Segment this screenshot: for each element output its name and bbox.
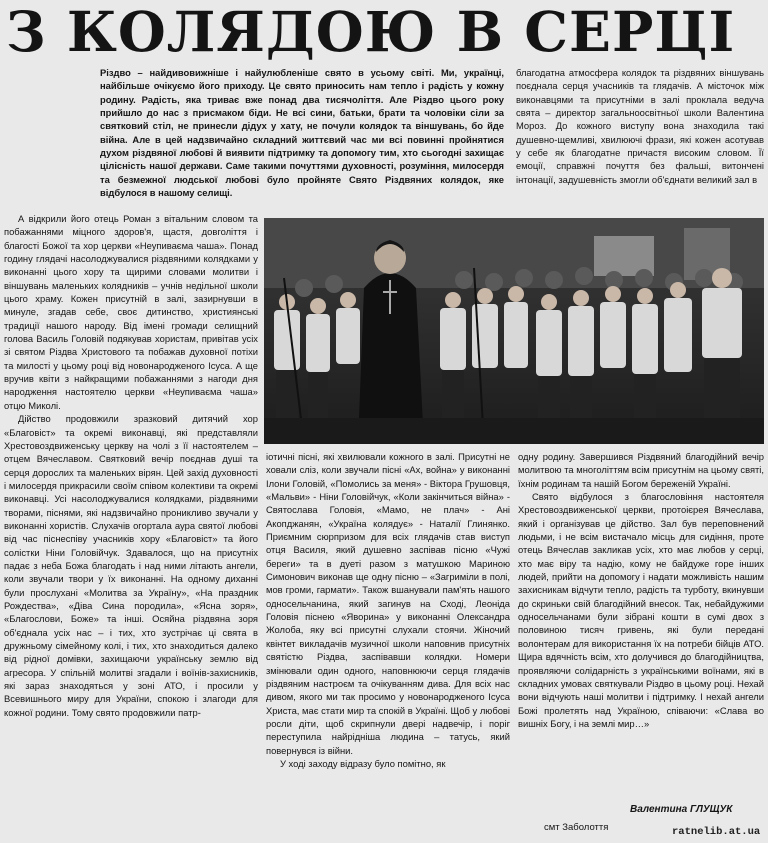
source-watermark: ratnelib.at.ua — [672, 826, 761, 838]
paragraph: А відкрили його отець Роман з вітальним словом та побажаннями міцного здоров'я, щастя, довголіття і благості Божої та хор церкви «Неупиваєма чаша». Понад годину глядачі насолоджувалися різдвяними колядками у виконанні цього хору та щирими словами молитви і віншувань маленьких колядників – учнів недільної школи цього храму. Кожен присутній в залі, зазирнувши в минуле, згадав себе, своє дитинство, християнські традиції нашого народу. Від імені громади селищний голова Василь Головій подякував хористам, привітав усіх зі святом Різдва Христового та побажав духовної потіхи та милості у цьому році від новонародженого Ісуса. А ще вручив квіти з найкращими побажаннями з нагоди дня народження настоятелю церкви «Неупиваєма чаша» отцю Миколі. — [4, 213, 258, 411]
paragraph: У ході заходу відразу було помітно, як — [280, 757, 446, 769]
author-byline: Валентина ГЛУЩУК — [630, 804, 733, 815]
column-middle — [266, 450, 510, 835]
lead-text: Різдво – найдивовижніше і найулюбленіше свято в усьому світі. Ми, українці, найбільше очікуємо його приходу. Це свято приносить нам тепло і радість у кожну родину. Радість, яка триває вже понад два тисячоліття. Але Різдво цього року прийшло до нас з присмаком біди. Не всі сини, батьки, брати та чоловіки сіли за святковий стіл, не принесли дідух у хату, не почули колядок та віншувань, бо йде війна. Але в цей надзвичайно складний життєвий час ми всі повинні пройнятися духом різдвяної любові й виявити підтримку та допомогу тим, хто сьогодні захищає цілісність нашої держави. Саме такими почуттями духовності, розуміння, милосердя та безмежної людської любові було пройняте Свято Різдвяних колядок, яке відбулося в нашому селищі. — [100, 67, 504, 199]
choir-photo-illustration — [264, 218, 764, 444]
lead-paragraph — [100, 66, 504, 212]
paragraph: іотичні пісні, які хвилювали кожного в залі. Присутні не ховали сліз, коли звучали пісні «Ах, война» у виконанні Ілони Головій, «Помолись за меня» - Віктора Грушовця, «Мальви» - Ніни Головійчук, «Коли закінчиться війна» - Святослава Головія, «Мамо, не плач» - Ані Акопджанян, «Україна колядує» - Наталії Глинянко. Приємним сюрпризом для всіх глядачів став виступ отця Василя, який душевно заспівав пісню «Чужі береги» та в дуеті разом з матушкою Мариною Симонович виконав ще одну пісню – «Загриміли в полі, мов громи, гармати». Також вшанували пам'ять нашого односельчанина, який загинув на Сході, Леоніда Головія піснею «Яворина» у виконанні Олександра Жолоба, яку всі присутні слухали стоячи. Жіночий квінтет викладачів музичної школи наповнив присутніх святістю Різдва, заспівавши колядки. Номери змінювали один одного, наповнюючи серця глядачів різдвяним настроєм та очікуванням дива. Для всіх нас дивом, якого ми так просимо у новонародженого Ісуса Христа, має стати мир та спокій в Україні. Щоб у любові росли діти, щоб скрипнули двері надвечір, і поріг переступила найрідніша людина – татусь, який повернувся із війни. — [266, 451, 510, 756]
paragraph: Дійство продовжили зразковий дитячий хор «Благовіст» та окремі виконавці, які представляли Хрестовоздвиженську церкву на чолі з її настоятелем – отцем Вячеславом. Святковий вечір поєднав душі та серця дорослих та маленьких вірян. Цей захід духовності і милосердя прикрасили своїм співом колективи та окремі виконавці. Усі насолоджувалися колядками, різдвяними творами, піснями, які надзвичайно проникливо звучали у виконанні хористів. Слухачів огортала аура святої любові від час піснеспіву учасників хору «Благовіст» та його солістки Ніни Головійчук. Здавалося, що на присутніх падає з неба Божа благодать і над ними літають ангели, коли звучали твори у їх виконанні. На одному диханні були прослухані «Молитва за Україну», «На праздник Рождества», «Діва Сина породила», «Ясна зоря», «Благослови, Боже» та інші. Осяйна різдвяна зоря об'єднала усіх нас – і тих, хто зустрічає ці свята в дружньому сімейному колі, і тих, хто знаходиться далеко від рідної домівки, захищаючи українську землю від агресора. У спільній молитві згадали і воїнів-захисників, які зараз знаходяться у зоні АТО, і просили у Всевишнього миру для України, спокою і злагоди для кожної родини. Тому свято продовжили патр- — [4, 413, 258, 718]
column-right — [518, 450, 764, 802]
headline: З КОЛЯДОЮ В СЕРЦІ — [6, 0, 736, 64]
column-right-top — [516, 66, 764, 212]
paragraph: Свято відбулося з благословіння настоятеля Хрестовоздвиженської церкви, протоієрея Вячеслава, який і організував це дійство. Зал був переповнений людьми, і не всім вистачало місць для сидіння, проте отець Вячеслав закликав усіх, хто має любов у серці, хто має віру та надію, кому не байдуже горе інших людей, прийти на допомогу і надати можливість нашим захисникам відчути тепло, радість та турботу, вкинувши до скриньки свій благодійний внесок. Так, небайдужими односельчанами були зібрані кошти в сумі двох з половиною тисяч гривень, які були передані волонтерам для використання їх на потреби бійців АТО. Щира вдячність всім, хто долучився до благодійництва, проявляючи солідарність з українськими воїнами, які в складних умовах святкували Різдво в цьому році. Нехай вони відчують наші молитви і підтримку. І нехай ангели Божі пролетять над Україною, співаючи: «Слава во вишніх Богу, і на землі мир…» — [518, 491, 764, 729]
author-place: смт Заболоття — [544, 822, 609, 833]
paragraph: одну родину. Завершився Різдвяний благодійний вечір молитвою та многоліттям всім присутнім на цьому святі, їхнім родинам та нашій Богом береженій Україні. — [518, 451, 764, 489]
event-photo — [264, 218, 764, 444]
paragraph: благодатна атмосфера колядок та різдвяних віншувань поєднала серця учасників та глядачів. А місточок між виконавцями та присутніми в залі проклала ведуча свята – директор загальноосвітньої школи Валентина Мороз. До кожного виступу вона знаходила такі душевно-щемливі, хвилюючі фрази, які кожен асотував у себе як благодатне причастя високим словом. Її емоції, справжні почуття без фальші, витончені інтонації, задушевність змогли об'єднати великий зал в — [516, 67, 764, 185]
column-left — [4, 212, 258, 838]
